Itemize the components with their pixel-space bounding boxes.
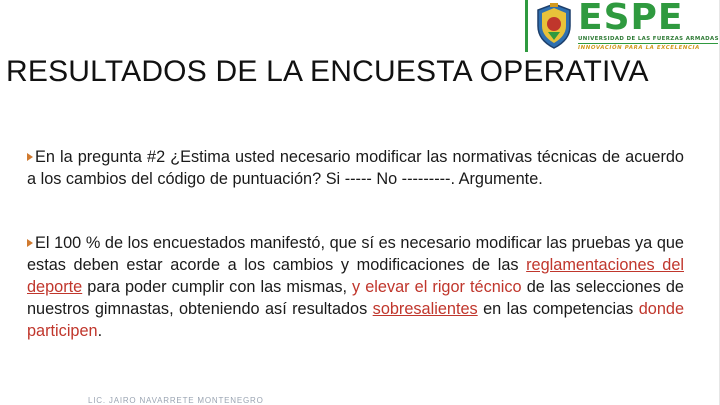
logo-tagline: INNOVACIÓN PARA LA EXCELENCIA	[578, 45, 700, 51]
university-crest-icon	[534, 2, 574, 50]
bullet-arrow-icon	[27, 153, 33, 161]
logo-divider	[525, 0, 528, 52]
highlight-participen: donde participen	[27, 300, 684, 340]
question-text: En la pregunta #2 ¿Estima usted necesario modificar las normativas técnicas de acuerdo a los cambios del código de puntuación? Si ----- No ---------. Argumente.	[27, 148, 684, 188]
result-text-1: El 100 % de los encuestados manifestó, que sí es necesario modificar las pruebas ya que estas deben estar acorde a los cambios y modificaciones de las	[27, 234, 684, 274]
header-logo	[525, 0, 720, 52]
result-text-4: en las competencias	[477, 300, 639, 318]
footer-author: LIC. JAIRO NAVARRETE MONTENEGRO	[88, 396, 264, 405]
slide-title: RESULTADOS DE LA ENCUESTA OPERATIVA	[6, 55, 649, 88]
highlight-reglamentaciones: reglamentaciones del deporte	[27, 256, 684, 296]
result-paragraph	[27, 232, 684, 342]
highlight-rigor: y elevar el rigor técnico	[352, 278, 522, 296]
question-paragraph	[27, 146, 684, 190]
logo-rule	[578, 43, 718, 44]
result-text-5: .	[97, 322, 103, 340]
logo-wordmark: ESPE	[578, 0, 684, 38]
logo-university-name: UNIVERSIDAD DE LAS FUERZAS ARMADAS	[578, 36, 719, 42]
result-text-3: de las selecciones de nuestros gimnastas, obteniendo así resultados	[27, 278, 684, 318]
bullet-arrow-icon	[27, 239, 33, 247]
result-text-2: para poder cumplir con las mismas,	[82, 278, 353, 296]
highlight-sobresalientes: sobresalientes	[372, 300, 478, 318]
